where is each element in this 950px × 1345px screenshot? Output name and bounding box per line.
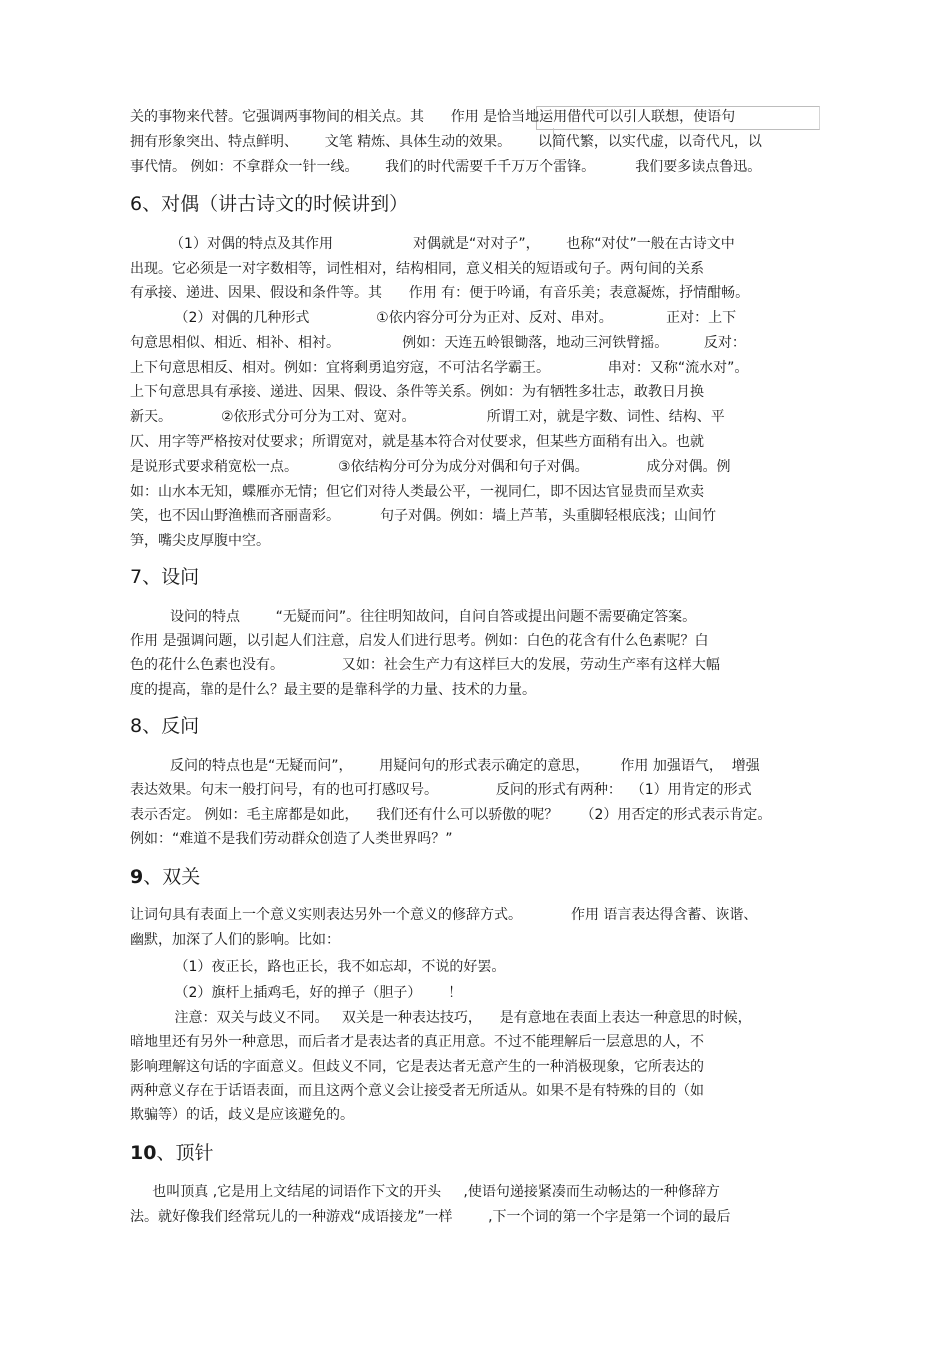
text-line: 关的事物来代替。它强调两事物间的相关点。其 作用 是恰当地运用借代可以引人联想，使语句: [130, 109, 736, 125]
text-line: 注意：双关与歧义不同。 双关是一种表达技巧， 是有意地在表面上表达一种意思的时候，: [130, 1010, 752, 1026]
section-heading-6: 6、对偶（讲古诗文的时候讲到）: [130, 193, 409, 215]
text-line: 暗地里还有另外一种意思，而后者才是表达者的真正用意。不过不能理解后一层意思的人，不: [130, 1034, 704, 1050]
text-line: （1）夜正长，路也正长，我不如忘却，不说的好罢。: [130, 959, 506, 975]
text-line: （2）旗杆上插鸡毛，好的掸子（胆子） ！: [130, 985, 463, 1001]
text-line: 反问的特点也是“无疑而问”， 用疑问句的形式表示确定的意思， 作用 加强语气， 增强: [130, 758, 760, 774]
text-line: 作用 是强调问题，以引起人们注意，启发人们进行思考。例如：白色的花含有什么色素呢？白: [130, 633, 709, 649]
text-line: 笑，也不因山野渔樵而吝丽啬彩。 句子对偶。例如：墙上芦苇，头重脚轻根底浅；山间竹: [130, 508, 717, 524]
section-heading-9: 9、双关: [130, 866, 201, 888]
section-heading-10: 10、顶针: [130, 1142, 214, 1164]
section-heading-8: 8、反问: [130, 715, 200, 737]
text-line: 影响理解这句话的字面意义。但歧义不同，它是表达者无意产生的一种消极现象，它所表达的: [130, 1059, 704, 1075]
text-line: 表示否定。 例如：毛主席都是如此， 我们还有什么可以骄傲的呢？ （2）用否定的形式表示肯定。: [130, 807, 772, 823]
text-line: 拥有形象突出、特点鲜明、 文笔 精炼、具体生动的效果。 以简代繁，以实代虚，以奇代凡，以: [130, 134, 762, 150]
text-line: 设问的特点 “无疑而问”。往往明知故问，自问自答或提出问题不需要确定答案。: [130, 609, 697, 625]
text-line: 表达效果。句末一般打问号，有的也可打感叹号。 反问的形式有两种： （1）用肯定的形式: [130, 782, 752, 798]
text-line: 笋，嘴尖皮厚腹中空。: [130, 533, 270, 549]
text-line: 事代情。 例如：不拿群众一针一线。 我们的时代需要千千万万个雷锋。 我们要多读点鲁迅。: [130, 159, 762, 175]
text-line: 让词句具有表面上一个意义实则表达另外一个意义的修辞方式。 作用 语言表达得含蓄、诙谐、: [130, 907, 758, 923]
text-line: 新天。 ②依形式分可分为工对、宽对。 所谓工对，就是字数、词性、结构、平: [130, 409, 725, 425]
text-line: 欺骗等）的话，歧义是应该避免的。: [130, 1107, 354, 1123]
text-line: 上下句意思相反、相对。例如：宜将剩勇追穷寇，不可沽名学霸王。 串对：又称“流水对”。: [130, 360, 749, 376]
text-line: 是说形式要求稍宽松一点。 ③依结构分可分为成分对偶和句子对偶。 成分对偶。例: [130, 459, 731, 475]
text-line: （2）对偶的几种形式 ①依内容分可分为正对、反对、串对。 正对：上下: [130, 310, 737, 326]
text-line: 上下句意思具有承接、递进、因果、假设、条件等关系。例如：为有牺牲多壮志，敢教日月换: [130, 384, 704, 400]
text-line: （1）对偶的特点及其作用 对偶就是“对对子”， 也称“对仗”一般在古诗文中: [130, 236, 735, 252]
text-line: 句意思相似、相近、相补、相衬。 例如：天连五岭银锄落，地动三河铁臂摇。 反对：: [130, 335, 746, 351]
section-heading-7: 7、设问: [130, 566, 200, 588]
text-line: 法。就好像我们经常玩儿的一种游戏“成语接龙”一样 ,下一个词的第一个字是第一个词的最后: [130, 1209, 731, 1225]
text-line: 如：山水本无知，蝶雁亦无情；但它们对待人类最公平，一视同仁，即不因达官显贵而呈欢卖: [130, 484, 704, 500]
text-line: 出现。它必须是一对字数相等，词性相对，结构相同，意义相关的短语或句子。两句间的关系: [130, 261, 704, 277]
text-line: 两种意义存在于话语表面，而且这两个意义会让接受者无所适从。如果不是有特殊的目的（如: [130, 1083, 704, 1099]
text-line: 也叫顶真 ,它是用上文结尾的词语作下文的开头 ,使语句递接紧凑而生动畅达的一种修辞方: [130, 1184, 720, 1200]
text-line: 仄、用字等严格按对仗要求；所谓宽对，就是基本符合对仗要求，但某些方面稍有出入。也就: [130, 434, 704, 450]
text-line: 幽默，加深了人们的影响。比如：: [130, 932, 340, 948]
text-line: 色的花什么色素也没有。 又如：社会生产力有这样巨大的发展，劳动生产率有这样大幅: [130, 657, 720, 673]
text-line: 度的提高，靠的是什么？最主要的是靠科学的力量、技术的力量。: [130, 682, 536, 698]
text-line: 有承接、递进、因果、假设和条件等。其 作用 有：便于吟诵，有音乐美；表意凝炼，抒情酣畅。: [130, 285, 750, 301]
text-line: 例如：“难道不是我们劳动群众创造了人类世界吗？”: [130, 831, 453, 847]
